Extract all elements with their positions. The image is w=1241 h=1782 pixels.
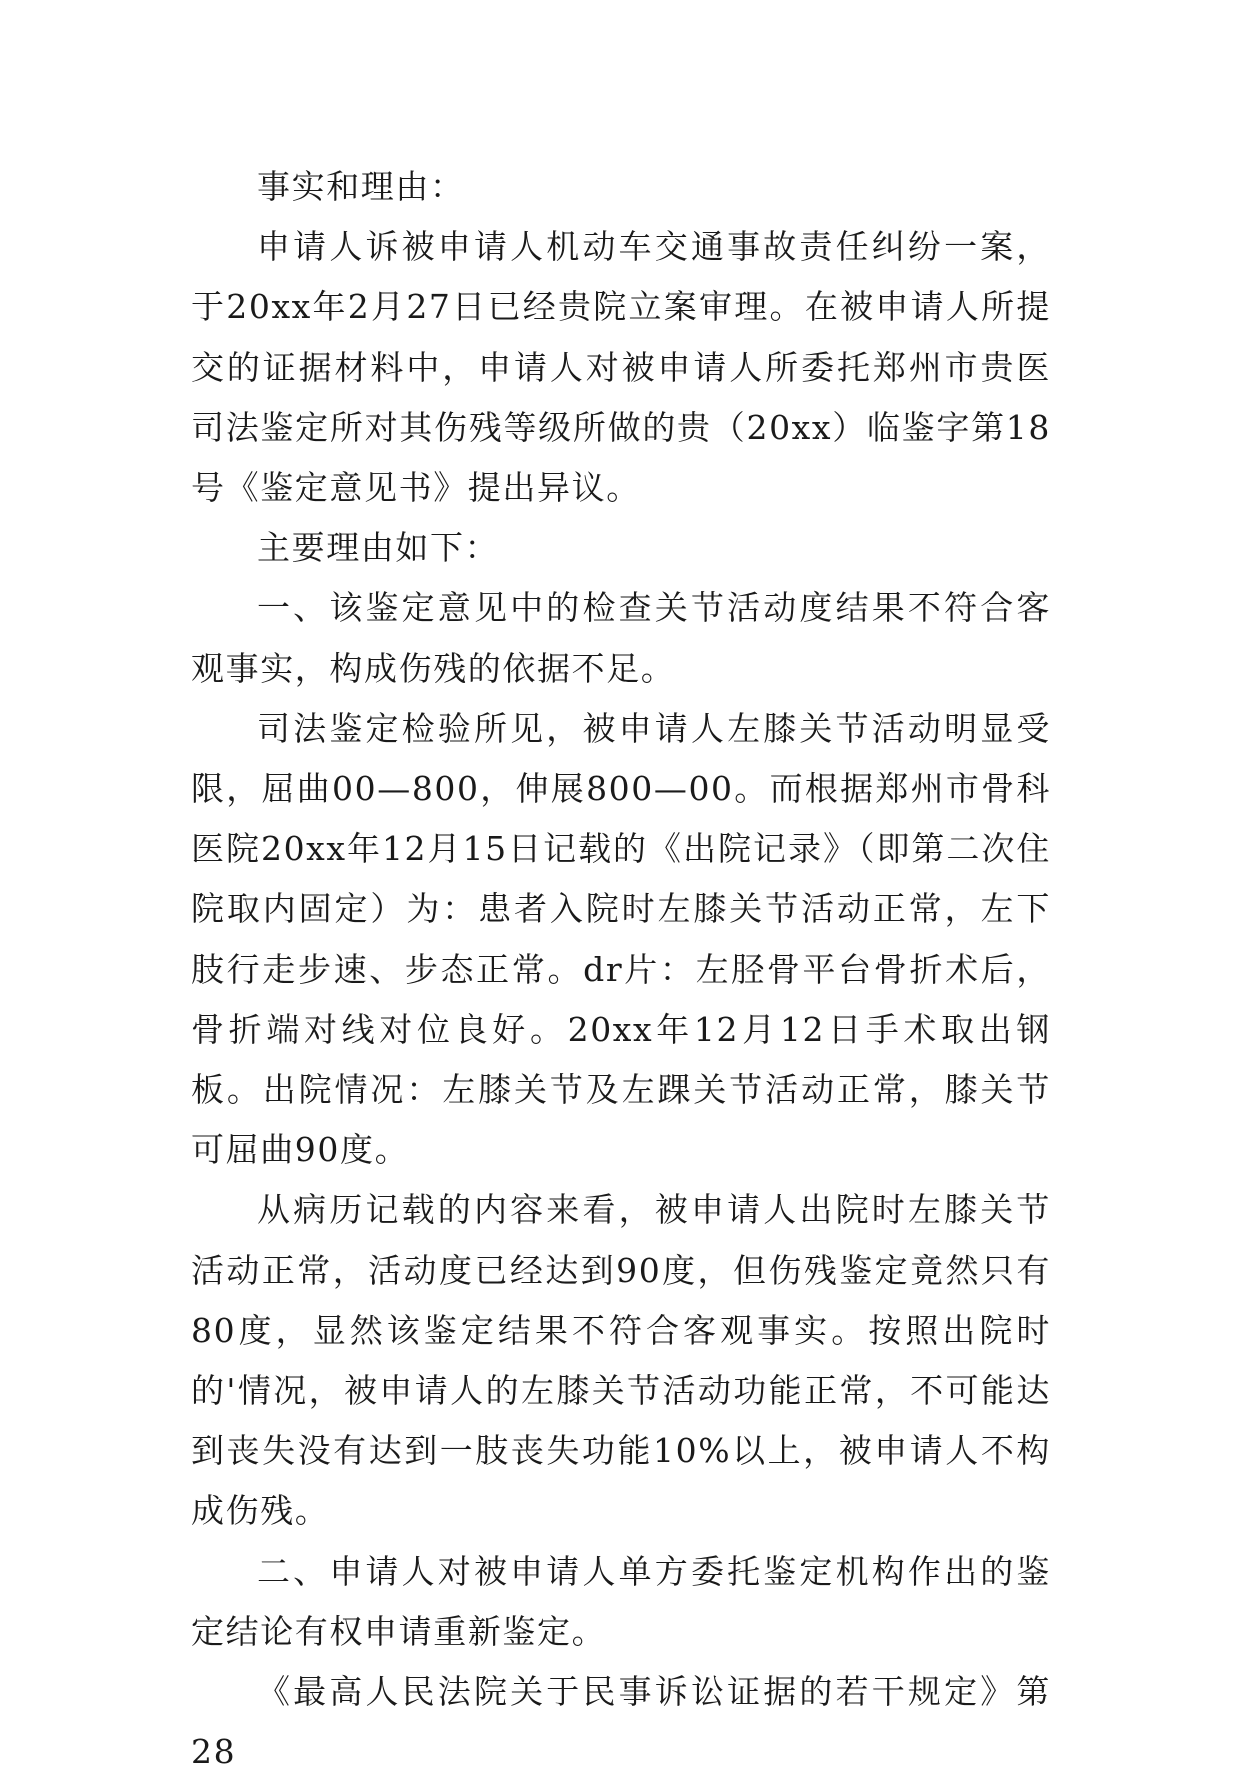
paragraph-reason-one: 一、该鉴定意见中的检查关节活动度结果不符合客观事实，构成伤残的依据不足。: [191, 588, 1051, 688]
section-heading-facts: 事实和理由：: [257, 167, 465, 206]
paragraph-legal-citation: 《最高人民法院关于民事诉讼证据的若干规定》第28: [191, 1672, 1051, 1772]
document-body: [191, 157, 1051, 1782]
paragraph-reason-two: 二、申请人对被申请人单方委托鉴定机构作出的鉴定结论有权申请重新鉴定。: [191, 1551, 1051, 1651]
paragraph-case-background: 申请人诉被申请人机动车交通事故责任纠纷一案，于20xx年2月27日已经贵院立案审理。在被申请人所提交的证据材料中，申请人对被申请人所委托郑州市贵医司法鉴定所对其伤残等级所做的贵（20xx）临鉴字第18号《鉴定意见书》提出异议。: [191, 227, 1051, 508]
paragraph-inspection-findings: 司法鉴定检验所见，被申请人左膝关节活动明显受限，屈曲00—800，伸展800—00。而根据郑州市骨科医院20xx年12月15日记载的《出院记录》（即第二次住院取内固定）为：患者入院时左膝关节活动正常，左下肢行走步速、步态正常。dr片：左胫骨平台骨折术后，骨折端对线对位良好。20xx年12月12日手术取出钢板。出院情况：左膝关节及左踝关节活动正常，膝关节可屈曲90度。: [191, 708, 1051, 1170]
section-heading-main-reasons: 主要理由如下：: [257, 528, 500, 568]
paragraph-medical-record-analysis: 从病历记载的内容来看，被申请人出院时左膝关节活动正常，活动度已经达到90度，但伤残鉴定竟然只有80度，显然该鉴定结果不符合客观事实。按照出院时的'情况，被申请人的左膝关节活动功能正常，不可能达到丧失没有达到一肢丧失功能10%以上，被申请人不构成伤残。: [191, 1190, 1051, 1531]
